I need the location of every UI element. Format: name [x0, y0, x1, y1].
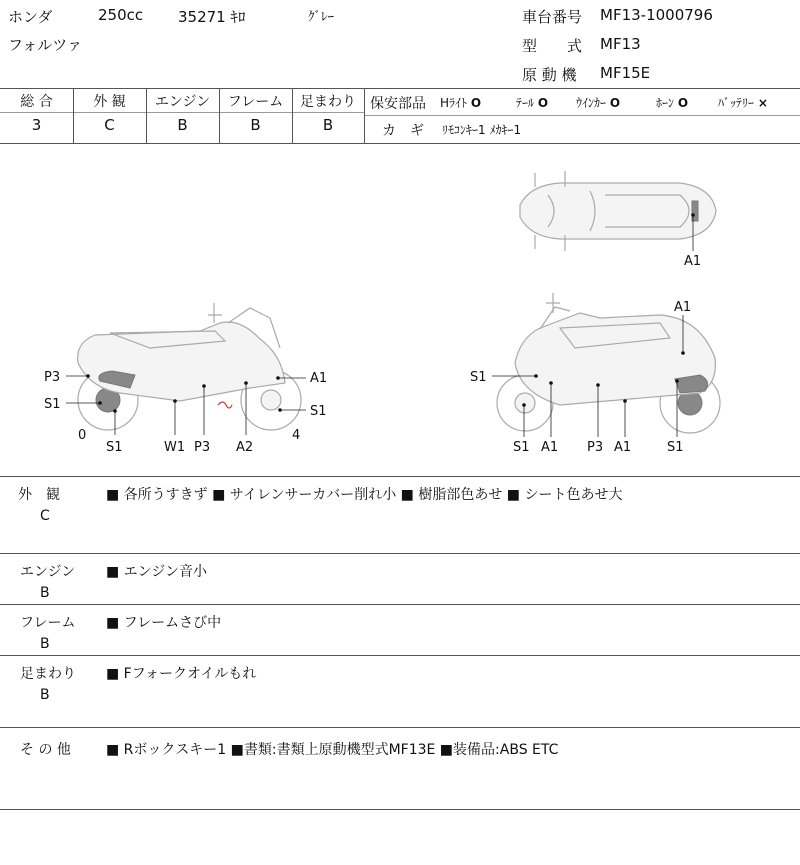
model-name: フォルツァ: [8, 36, 83, 54]
score-grade-engine: B: [177, 116, 188, 134]
label-left-a2: A2: [236, 440, 254, 455]
engine-label: 原 動 機: [522, 66, 577, 84]
label-left-p3-bottom: P3: [194, 440, 211, 455]
remark-label-engine: エンジン: [20, 564, 76, 580]
safety-item-headlight: Hﾗｲﾄ O: [440, 96, 482, 110]
label-right-s1-bottom: S1: [513, 440, 530, 455]
safety-item-horn: ﾎｰﾝ O: [656, 96, 689, 110]
score-label-suspension: 足まわり: [300, 94, 356, 110]
divider: [0, 553, 800, 554]
label-right-s1: S1: [470, 370, 487, 385]
score-grade-suspension: B: [322, 116, 334, 134]
remark-text-exterior: ■ 各所うすきず ■ サイレンサーカバー削れ小 ■ 樹脂部色あせ ■ シート色あせ大: [106, 487, 623, 503]
remark-label-exterior: 外 観: [18, 487, 60, 503]
divider: [0, 112, 364, 113]
damage-diagram: [0, 143, 800, 476]
color: ｸﾞﾚｰ: [308, 10, 334, 25]
divider: [364, 88, 365, 143]
label-right-s1-bottom2: S1: [667, 440, 684, 455]
remark-text-other: ■ Rボックスキー1 ■書類:書類上原動機型式MF13E ■装備品:ABS ETC: [106, 742, 559, 758]
remark-text-suspension: ■ Fフォークオイルもれ: [106, 666, 257, 682]
score-label-exterior: 外 観: [93, 94, 126, 110]
scooter-left-view: [78, 303, 301, 430]
remark-grade-engine: B: [40, 585, 50, 601]
chassis-value: MF13-1000796: [600, 6, 713, 24]
safety-item-battery: ﾊﾞｯﾃﾘｰ ×: [718, 96, 768, 110]
type-value: MF13: [600, 35, 641, 53]
type-label: 型 式: [522, 37, 583, 55]
score-grade-exterior: C: [104, 116, 115, 134]
label-right-a1-bottom: A1: [541, 440, 559, 455]
label-left-4: 4: [292, 428, 301, 443]
remark-label-suspension: 足まわり: [20, 666, 76, 682]
label-top-a1: A1: [684, 254, 702, 269]
score-label-overall: 総 合: [20, 94, 53, 110]
divider: [0, 88, 800, 89]
remark-grade-frame: B: [40, 636, 50, 652]
label-left-a1: A1: [310, 371, 328, 386]
safety-label: 保安部品: [370, 96, 426, 112]
score-grade-overall: 3: [31, 116, 42, 134]
divider: [0, 655, 800, 656]
divider: [364, 115, 800, 116]
divider: [0, 727, 800, 728]
score-label-engine: エンジン: [154, 94, 211, 110]
chassis-label: 車台番号: [522, 8, 583, 26]
label-right-a1-bottom2: A1: [614, 440, 632, 455]
label-right-p3: P3: [587, 440, 604, 455]
score-grade-frame: B: [250, 116, 261, 134]
label-left-w1: W1: [164, 440, 186, 455]
remark-label-frame: フレーム: [20, 615, 76, 631]
keys-value: ﾘﾓｺﾝｷｰ1 ﾒｶｷｰ1: [442, 123, 522, 137]
label-left-s1-right: S1: [310, 404, 327, 419]
mileage: 35271 ｷﾛ: [178, 8, 246, 26]
label-left-s1: S1: [44, 397, 61, 412]
remark-grade-suspension: B: [40, 687, 50, 703]
safety-item-winker: ｳｲﾝｶｰ O: [576, 96, 621, 110]
label-left-s1-bottom: S1: [106, 440, 123, 455]
label-left-0: 0: [78, 428, 87, 443]
scooter-top-view: [520, 171, 716, 251]
remark-text-frame: ■ フレームさび中: [106, 615, 222, 631]
safety-item-tail: ﾃｰﾙ O: [516, 96, 549, 110]
displacement: 250cc: [98, 6, 144, 24]
divider: [0, 476, 800, 477]
maker: ホンダ: [8, 8, 53, 26]
remark-text-engine: ■ エンジン音小: [106, 564, 207, 580]
score-label-frame: フレーム: [227, 94, 284, 110]
divider: [0, 809, 800, 810]
remark-label-other: そ の 他: [20, 742, 71, 758]
divider: [0, 604, 800, 605]
engine-value: MF15E: [600, 64, 651, 82]
label-left-p3: P3: [44, 370, 61, 385]
remark-grade-exterior: C: [40, 508, 50, 524]
label-right-a1-top: A1: [674, 300, 692, 315]
keys-label: カ ギ: [382, 123, 424, 139]
